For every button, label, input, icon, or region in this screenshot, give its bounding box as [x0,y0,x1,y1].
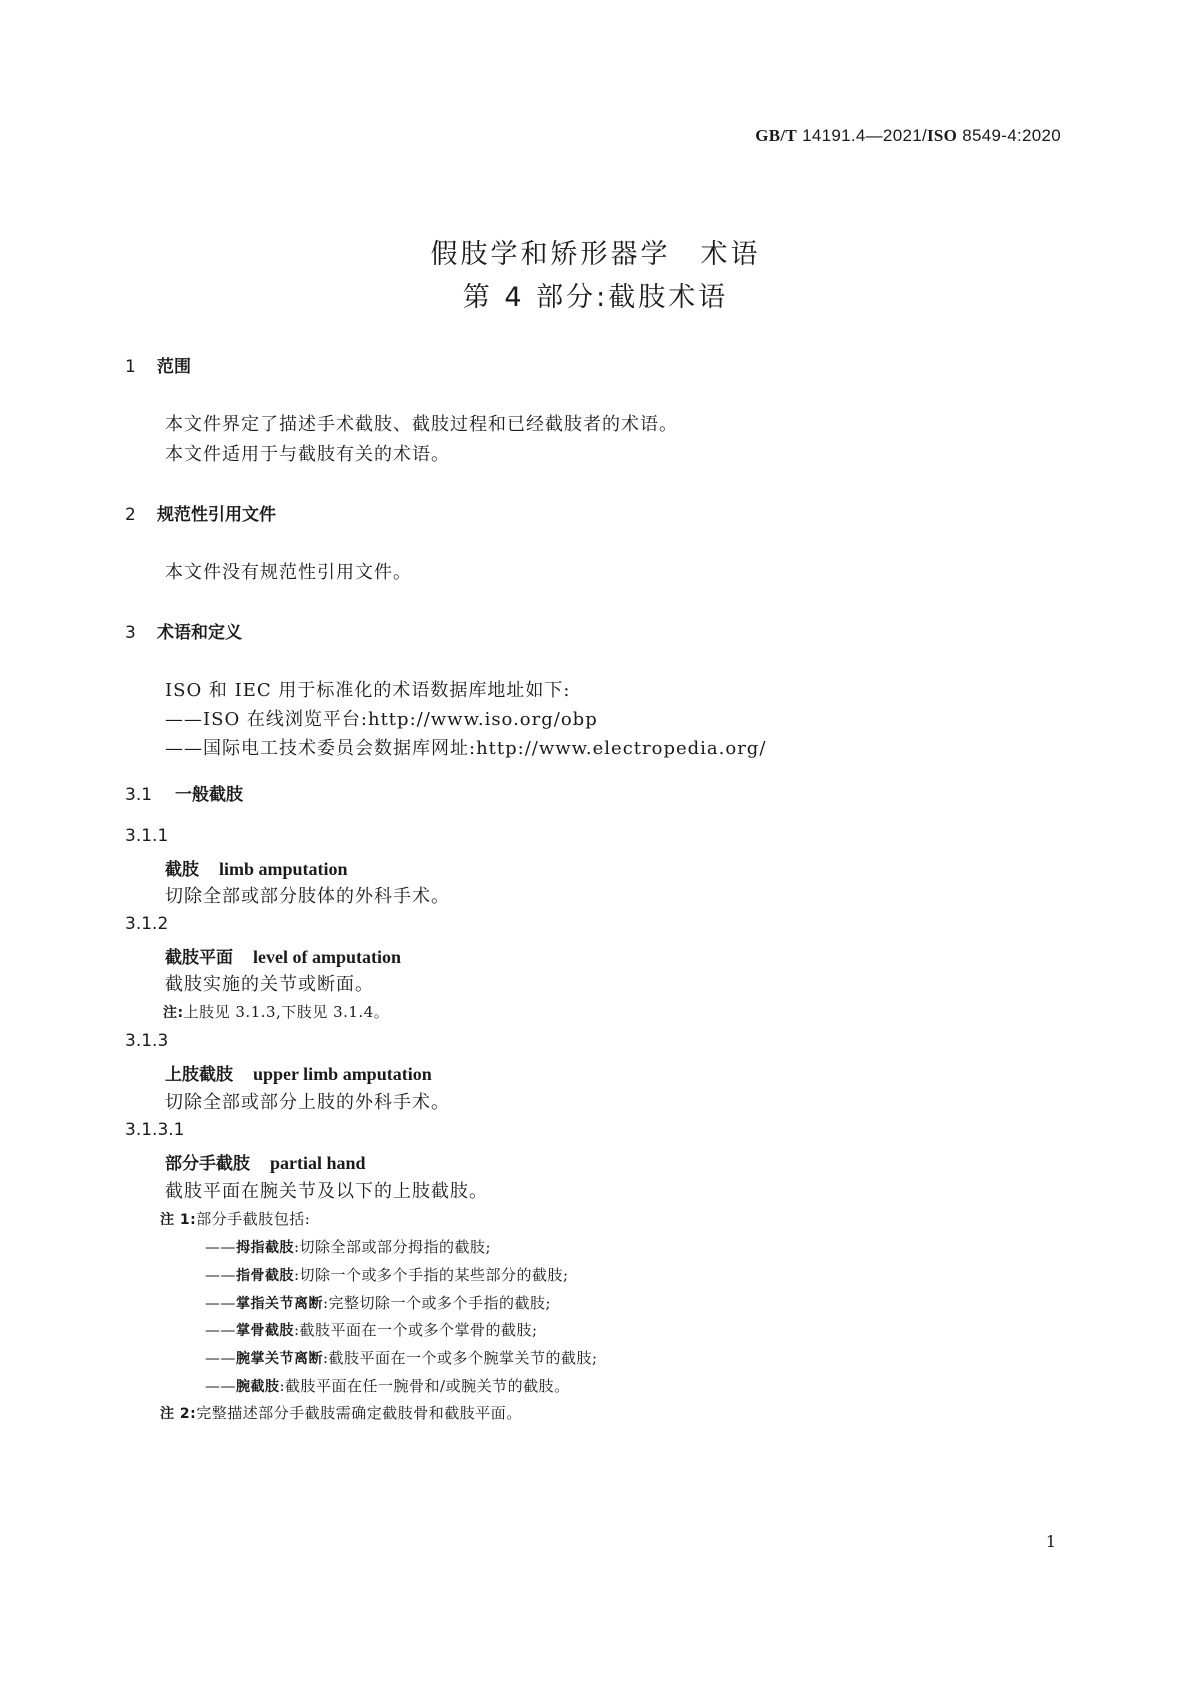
term-3-1-1-definition: 切除全部或部分肢体的外科手术。 [165,886,450,907]
note-1-text: 部分手截肢包括: [196,1210,311,1228]
code-iso-number: 8549-4:2020 [957,126,1061,145]
list-item [205,1292,551,1313]
list-dash: —— [205,1349,236,1367]
section-1-paragraph-1: 本文件界定了描述手术截肢、截肢过程和已经截肢者的术语。 [165,414,678,435]
list-text: :截肢平面在一个或多个掌骨的截肢; [294,1321,538,1339]
list-text: :切除全部或部分拇指的截肢; [294,1238,492,1256]
list-text: :完整切除一个或多个手指的截肢; [323,1294,552,1312]
term-3-1-1-entry [165,855,348,880]
section-3-1-number: 3.1 [125,785,153,805]
section-3-list-item-2: ——国际电工技术委员会数据库网址:http://www.electropedia.org/ [165,738,767,759]
document-subtitle: 第 4 部分:截肢术语 [462,282,729,313]
list-term: 掌骨截肢 [236,1323,294,1339]
section-3-title: 术语和定义 [157,623,242,643]
list-item [205,1375,570,1396]
list-item [205,1236,491,1257]
code-prefix: GB/T [755,126,798,145]
section-3-1-title: 一般截肢 [175,785,243,805]
term-3-1-1-zh: 截肢 [165,860,199,880]
list-item [205,1319,538,1340]
term-3-1-2-entry [165,943,401,968]
section-1-number: 1 [125,357,136,377]
note-2-text: 完整描述部分手截肢需确定截肢骨和截肢平面。 [196,1404,522,1422]
term-3-1-2-zh: 截肢平面 [165,948,233,968]
term-3-1-2-en: level of amputation [253,947,401,967]
term-3-1-3-1-zh: 部分手截肢 [165,1154,250,1174]
term-3-1-3-1-number: 3.1.3.1 [125,1120,185,1140]
list-term: 掌指关节离断 [236,1296,323,1312]
list-dash: —— [205,1294,236,1312]
term-3-1-3-1-note-2 [160,1402,522,1423]
note-2-label: 注 2: [160,1406,197,1422]
note-1-label: 注 1: [160,1212,197,1228]
note-text: 上肢见 3.1.3,下肢见 3.1.4。 [183,1003,390,1021]
section-1-paragraph-2: 本文件适用于与截肢有关的术语。 [165,444,450,465]
list-dash: —— [205,1377,236,1395]
term-3-1-2-number: 3.1.2 [125,914,169,934]
list-term: 腕掌关节离断 [236,1351,323,1367]
term-3-1-3-en: upper limb amputation [253,1064,432,1084]
term-3-1-1-number: 3.1.1 [125,826,169,846]
section-3-heading [125,618,242,643]
section-2-paragraph: 本文件没有规范性引用文件。 [165,562,412,583]
term-3-1-1-en: limb amputation [219,859,348,879]
section-3-1-heading [125,780,243,805]
list-term: 指骨截肢 [236,1268,294,1284]
term-3-1-3-1-note-1 [160,1208,310,1229]
term-3-1-2-note [163,1001,389,1022]
section-3-list-item-1: ——ISO 在线浏览平台:http://www.iso.org/obp [165,709,598,730]
code-iso: ISO [926,126,958,145]
list-text: :切除一个或多个手指的某些部分的截肢; [294,1266,569,1284]
term-3-1-3-entry [165,1060,432,1085]
term-3-1-3-1-definition: 截肢平面在腕关节及以下的上肢截肢。 [165,1181,488,1202]
list-term: 拇指截肢 [236,1240,294,1256]
section-3-number: 3 [125,623,136,643]
standard-code [755,126,1061,146]
section-3-paragraph: ISO 和 IEC 用于标准化的术语数据库地址如下: [165,680,571,701]
page-number: 1 [1045,1532,1056,1551]
section-2-title: 规范性引用文件 [157,505,276,525]
list-item [205,1264,569,1285]
term-3-1-3-1-entry [165,1149,366,1174]
note-label: 注: [163,1005,184,1021]
list-dash: —— [205,1266,236,1284]
section-2-number: 2 [125,505,136,525]
term-3-1-2-definition: 截肢实施的关节或断面。 [165,974,374,995]
term-3-1-3-definition: 切除全部或部分上肢的外科手术。 [165,1092,450,1113]
list-text: :截肢平面在任一腕骨和/或腕关节的截肢。 [279,1377,570,1395]
list-dash: —— [205,1238,236,1256]
term-3-1-3-1-en: partial hand [270,1153,366,1173]
section-1-title: 范围 [157,357,191,377]
list-dash: —— [205,1321,236,1339]
list-item [205,1347,598,1368]
term-3-1-3-number: 3.1.3 [125,1031,169,1051]
document-title: 假肢学和矫形器学 术语 [430,239,761,270]
list-text: :截肢平面在一个或多个腕掌关节的截肢; [323,1349,598,1367]
code-number: 14191.4—2021/ [797,126,927,145]
section-1-heading [125,352,191,377]
section-2-heading [125,500,276,525]
list-term: 腕截肢 [236,1379,280,1395]
term-3-1-3-zh: 上肢截肢 [165,1065,233,1085]
